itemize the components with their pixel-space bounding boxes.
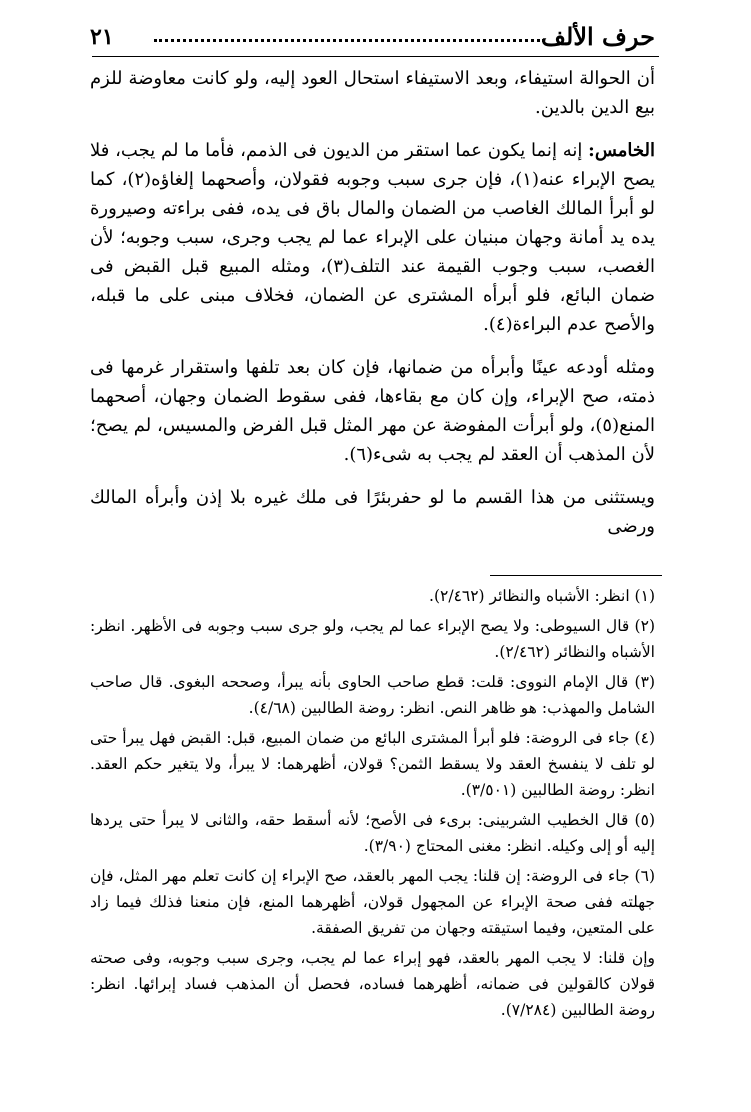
paragraph-4: ويستثنى من هذا القسم ما لو حفربئرًا فى ملك غيره بلا إذن وأبرأه المالك ورضى xyxy=(90,487,655,537)
footnote-4: (٤) جاء فى الروضة: فلو أبرأ المشترى البائع من ضمان المبيع، قبل: القبض فهل يبرأ حتى لو تلف لا ينفسخ العقد ولا يسقط الثمن؟ قولان، أظهرهما: لا يبرأ، ولا يتغير حكم العقد. انظر: روضة الطالبين (٣/٥٠١). xyxy=(90,729,655,799)
footnote-3: (٣) قال الإمام النووى: قلت: قطع صاحب الحاوى بأنه يبرأ، وصححه البغوى. قال صاحب الشامل والمهذب: هو ظاهر النص. انظر: روضة الطالبين (٤/٦٨). xyxy=(90,673,655,717)
footnote-6-continuation: وإن قلنا: لا يجب المهر بالعقد، فهو إبراء عما لم يجب، وجرى سبب وجوبه، وفى صحته قولان كالقولين فى ضمانه، أظهرهما فساده، فحصل أن المذهب فساد إبرائها. انظر: روضة الطالبين (٧/٢٨٤). xyxy=(90,949,655,1019)
paragraph-2-text: إنه إنما يكون عما استقر من الديون فى الذمم، فأما ما لم يجب، فلا يصح الإبراء عنه(١)، فإن جرى سبب وجوبه فقولان، وأصحهما إلغاؤه(٢)، كما لو أبرأ المالك الغاصب من الضمان والمال باق فى يده، ففى براءته وصيرورة يده يد أمانة وجهان مبنيان على الإبراء عما لم يجب وجرى، سبب وجوبه؛ لأن الغصب، سبب وجوب القيمة عند التلف(٣)، ومثله المبيع قبل القبض فى ضمان البائع، فلو أبرأه المشترى عن الضمان، فخلاف مبنى على ما قبله، والأصح عدم البراءة(٤). xyxy=(90,140,655,335)
footnote-1: (١) انظر: الأشباه والنظائر (٢/٤٦٢). xyxy=(429,587,655,605)
footnote-2: (٢) قال السيوطى: ولا يصح الإبراء عما لم يجب، ولو جرى سبب وجوبه فى الأظهر. انظر: الأشباه والنظائر (٢/٤٦٢). xyxy=(90,617,655,661)
footnotes xyxy=(90,583,655,1027)
paragraph-2 xyxy=(90,136,655,339)
footnote-5: (٥) قال الخطيب الشربينى: برىء فى الأصح؛ لأنه أسقط حقه، والثانى لا يبرأ حتى يردها إليه أو إلى وكيله. انظر: مغنى المحتاج (٣/٩٠). xyxy=(90,811,655,855)
header-dot-leader xyxy=(154,39,545,42)
page-number: ٢١ xyxy=(90,24,114,50)
paragraph-1: أن الحوالة استيفاء، وبعد الاستيفاء استحال العود إليه، ولو كانت معاوضة للزم بيع الدين بالدين. xyxy=(90,68,655,118)
footnote-separator xyxy=(490,575,662,576)
main-text xyxy=(90,64,655,555)
page-header xyxy=(90,18,655,56)
header-rule xyxy=(92,56,659,57)
running-title: حرف الألف xyxy=(541,22,655,51)
footnote-6: (٦) جاء فى الروضة: إن قلنا: يجب المهر بالعقد، صح الإبراء إن كانت تعلم مهر المثل، فإن جهلته ففى صحة الإبراء عن المجهول قولان، أظهرهما المنع، فإن منعنا فذلك فيما زاد على المتعين، وفيما استيقته وجهان من تفريق الصفقة. xyxy=(90,867,655,937)
paragraph-3: ومثله أودعه عينًا وأبرأه من ضمانها، فإن كان بعد تلفها واستقرار غرمها فى ذمته، صح الإبراء، وإن كان مع بقاءها، ففى سقوط الضمان وجهان، أصحهما المنع(٥)، ولو أبرأت المفوضة عن مهر المثل قبل الفرض والمسيس، لم يصح؛ لأن المذهب أن العقد لم يجب به شىء(٦). xyxy=(90,357,655,465)
section-lead: الخامس: xyxy=(588,140,655,161)
